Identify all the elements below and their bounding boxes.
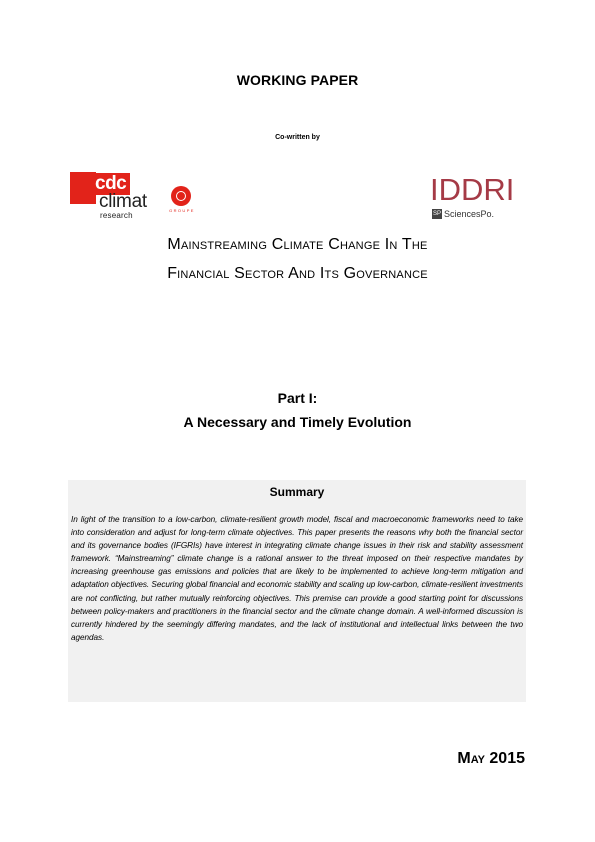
cdc-logo-climat: climat: [99, 191, 147, 212]
title-line-2: Financial Sector And Its Governance: [167, 265, 428, 282]
publication-date: May 2015: [457, 750, 525, 767]
part-label: Part I:: [277, 390, 318, 406]
cowritten-label: Co-written by: [275, 134, 320, 141]
sciencespo-mark-text: SP: [432, 211, 441, 217]
iddri-logo: [430, 173, 530, 223]
sciencespo-label: SciencesPo.: [444, 209, 495, 219]
cdc-logo-word: cdc: [92, 173, 130, 195]
part-subtitle: A Necessary and Timely Evolution: [183, 414, 412, 430]
cdc-climat-research-logo: [70, 172, 160, 222]
title-line-1: Mainstreaming Climate Change In The: [167, 236, 428, 253]
sciencespo-mark-icon: [432, 209, 442, 219]
cdc-logo-research: research: [100, 211, 133, 220]
summary-text: In light of the transition to a low-carbon, climate-resilient growth model, fiscal and macroeconomic frameworks need to take into consideration and adjust for long-term climate objectives. This paper presents the reasons why both the financial sector and its governance bodies (IFGRIs) have interest in integrating climate change issues in their risk and stability assessment framework. “Mainstreaming” climate change is a rational answer to the threat imposed on their respective mandates by increasing greenhouse gas emissions and policies that are likely to be implemented to achieve long-term mitigation and adaptation objectives. Securing global financial and economic stability and scaling up low-carbon, climate-resilient investments are not conflicting, but rather mutually reinforcing objectives. This premise can provide a good starting point for discussions between policy-makers and practitioners in the financial sector and the climate change domain. A well-informed discussion is currently hindered by the seemingly differing mandates, and the lack of institutional and intellectual links between the two agendas.: [71, 515, 523, 642]
caisse-des-depots-logo: [164, 186, 200, 218]
caisse-logo-text: GROUPE: [169, 208, 195, 213]
caisse-emblem-icon: [171, 186, 191, 206]
summary-heading: Summary: [269, 485, 325, 499]
iddri-logo-word: IDDRI: [430, 172, 515, 207]
summary-box: [68, 480, 526, 702]
document-type-label: WORKING PAPER: [236, 72, 359, 88]
